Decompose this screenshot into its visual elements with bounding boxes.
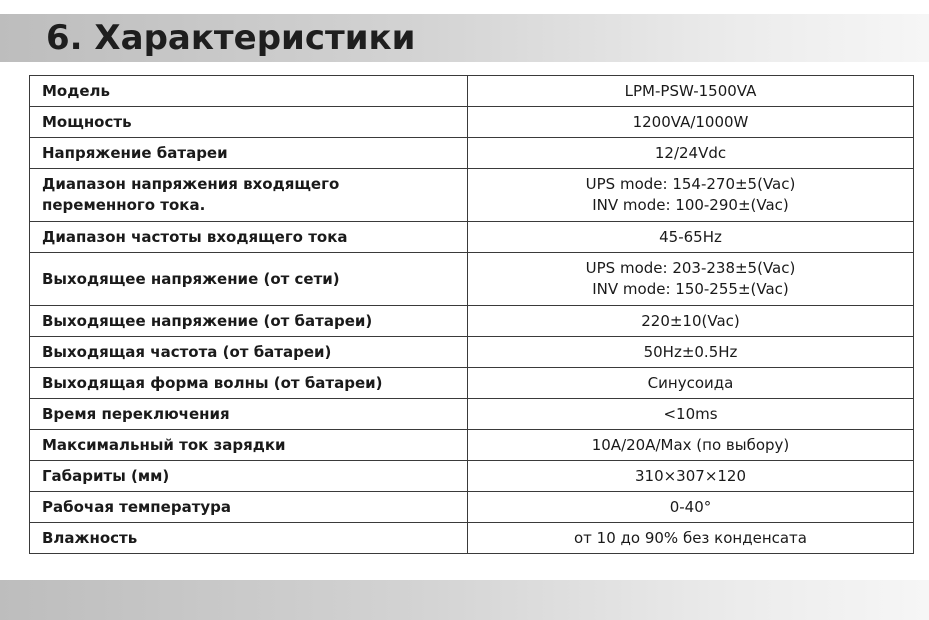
table-row (30, 76, 914, 107)
table-row (30, 430, 914, 461)
spec-value (468, 337, 914, 368)
table-row (30, 523, 914, 554)
spec-table (29, 75, 914, 554)
spec-label: Мощность (30, 107, 468, 138)
spec-value (468, 368, 914, 399)
spec-value-line: 50Hz±0.5Hz (643, 342, 738, 361)
table-row (30, 107, 914, 138)
table-row (30, 138, 914, 169)
spec-value-line: 45-65Hz (659, 227, 722, 246)
spec-label: Габариты (мм) (30, 461, 468, 492)
spec-label: Выходящее напряжение (от сети) (30, 253, 468, 306)
section-header-bar (0, 14, 929, 62)
spec-label: Диапазон частоты входящего тока (30, 222, 468, 253)
table-row (30, 461, 914, 492)
spec-label (30, 169, 468, 222)
spec-value (468, 399, 914, 430)
spec-value-line: <10ms (663, 404, 718, 423)
spec-value (468, 76, 914, 107)
spec-value (468, 306, 914, 337)
spec-value-line: UPS mode: 154-270±5(Vac) (585, 175, 796, 193)
spec-value (468, 523, 914, 554)
spec-label: Влажность (30, 523, 468, 554)
spec-value-line: 220±10(Vac) (641, 311, 740, 330)
spec-value-line: INV mode: 100-290±(Vac) (592, 196, 789, 214)
spec-value (468, 222, 914, 253)
spec-value-line: от 10 до 90% без конденсата (573, 528, 807, 547)
spec-value-line: LPM-PSW-1500VA (624, 81, 757, 100)
table-row (30, 492, 914, 523)
spec-value (468, 138, 914, 169)
spec-value (468, 461, 914, 492)
spec-label: Рабочая температура (30, 492, 468, 523)
spec-value (468, 430, 914, 461)
spec-label: Модель (30, 76, 468, 107)
spec-value-line: 12/24Vdc (654, 143, 727, 162)
spec-value (468, 107, 914, 138)
spec-label: Максимальный ток зарядки (30, 430, 468, 461)
spec-label: Напряжение батареи (30, 138, 468, 169)
table-row (30, 337, 914, 368)
spec-value (468, 169, 914, 222)
spec-value-line: UPS mode: 203-238±5(Vac) (585, 259, 796, 277)
spec-label: Выходящее напряжение (от батареи) (30, 306, 468, 337)
spec-label: Выходящая частота (от батареи) (30, 337, 468, 368)
table-row (30, 169, 914, 222)
section-title: 6. Характеристики (46, 18, 416, 58)
spec-label: Выходящая форма волны (от батареи) (30, 368, 468, 399)
table-row (30, 399, 914, 430)
table-row (30, 253, 914, 306)
spec-value-line: Синусоида (647, 373, 734, 392)
spec-value (468, 253, 914, 306)
spec-value (468, 492, 914, 523)
spec-label-line: Диапазон напряжения входящего (42, 175, 340, 193)
next-section-header-bar (0, 580, 929, 620)
spec-label: Время переключения (30, 399, 468, 430)
spec-label-line: переменного тока. (42, 196, 206, 214)
spec-value-line: INV mode: 150-255±(Vac) (592, 280, 789, 298)
spec-value-line: 310×307×120 (634, 466, 747, 485)
spec-value-line: 1200VA/1000W (632, 112, 749, 131)
spec-value-line: 0-40° (669, 497, 712, 516)
spec-value-line: 10A/20A/Max (по выбору) (591, 435, 790, 454)
table-row (30, 306, 914, 337)
table-row (30, 368, 914, 399)
table-row (30, 222, 914, 253)
